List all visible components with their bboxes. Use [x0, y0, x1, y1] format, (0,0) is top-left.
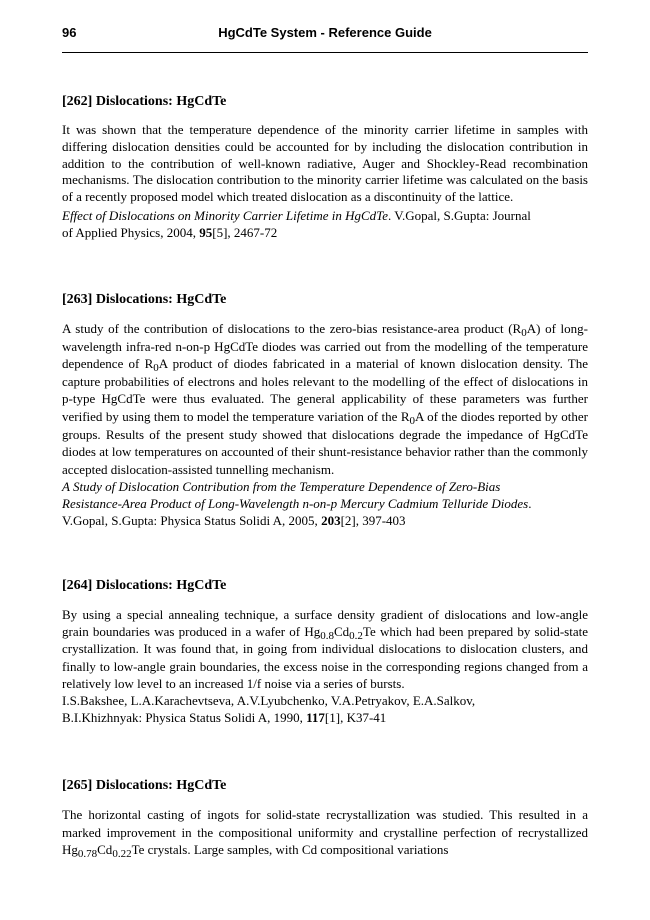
page-number: 96	[62, 25, 77, 40]
entry-264	[62, 577, 588, 726]
running-title: HgCdTe System - Reference Guide	[218, 25, 432, 40]
entry-265	[62, 777, 588, 859]
citation-title: A Study of Dislocation Contribution from the Temperature Dependence of Zero-Bias	[62, 479, 501, 495]
entry-citation: A Study of Dislocation Contribution from the Temperature Dependence of Zero-Bias Resistance-Area Product of Long-Wavelength n-on-p Mercury Cadmium Telluride Diodes. V.Gopal, S.Gupta: Physica Status Solidi A, 2005, 203[2], 397-403	[62, 479, 532, 529]
entry-262	[62, 93, 588, 241]
entry-heading: [264] Dislocations: HgCdTe	[62, 578, 227, 593]
citation-volume: 203	[321, 513, 341, 529]
entry-citation: Effect of Dislocations on Minority Carrier Lifetime in HgCdTe. V.Gopal, S.Gupta: Journal of Applied Physics, 2004, 95[5], 2467-72	[62, 207, 531, 240]
entry-heading: [262] Dislocations: HgCdTe	[62, 94, 227, 109]
entry-abstract: A study of the contribution of dislocations to the zero-bias resistance-area product $(R_0A)$ of long-wavelength infra-red n-on-p HgCdTe diodes was carried out from the modelling of the temperature dependence of $R_0A$ product of diodes fabricated in a material of known dislocation density. The capture probabilities of electrons and holes relevant to the modelling of the effect of dislocations in p-type HgCdTe were thus evaluated. The general applicability of these parameters was further verified by using them to model the temperature variation of the $R_0A$ of the diodes reported by other groups. Results of the present study showed that dislocations degrade the impedance of HgCdTe diodes at low temperatures on accounted of their shunt-resistance behavior rather than the commonly accepted dislocation-assisted tunnelling mechanism.	[62, 321, 589, 477]
entry-abstract: It was shown that the temperature dependence of the minority carrier lifetime in samples with differing dislocation densities could be accounted for by including the dislocation contribution in addition to the contribution of well-known radiative, Auger and Shockley-Read recombination mechanisms. The dislocation contribution to the minority carrier lifetime was calculated on the basis of a recently proposed model which treated dislocation as a discontinuity of the lattice.	[62, 122, 588, 205]
entry-263	[62, 291, 588, 529]
page-header	[62, 22, 588, 53]
entry-heading: [263] Dislocations: HgCdTe	[62, 292, 227, 307]
citation-volume: 117	[306, 710, 325, 726]
citation-title: Effect of Dislocations on Minority Carrier Lifetime in HgCdTe	[62, 207, 388, 223]
entry-citation: I.S.Bakshee, L.A.Karachevtseva, A.V.Lyubchenko, V.A.Petryakov, E.A.Salkov, B.I.Khizhnyak: Physica Status Solidi A, 1990, 117[1], K37-41	[62, 693, 476, 726]
entry-abstract: The horizontal casting of ingots for solid-state recrystallization was studied. This resulted in a marked improvement in the compositional uniformity and crystalline perfection of recrystallized $Hg_{0.78}Cd_{0.22}Te$ crystals. Large samples, with Cd compositional variations	[62, 807, 588, 861]
entry-abstract: By using a special annealing technique, a surface density gradient of dislocations and low-angle grain boundaries was produced in a wafer of $Hg_{0.8}Cd_{0.2}Te$ which had been prepared by solid-state crystallization. It was found that, in going from individual dislocations to dislocation clusters, and finally to low-angle grain boundaries, the excess noise in the corresponding regions changed from a relatively low level to an increased 1/f noise via a series of bursts.	[62, 607, 588, 691]
entry-heading: [265] Dislocations: HgCdTe	[62, 778, 227, 793]
citation-volume: 95	[199, 224, 213, 240]
